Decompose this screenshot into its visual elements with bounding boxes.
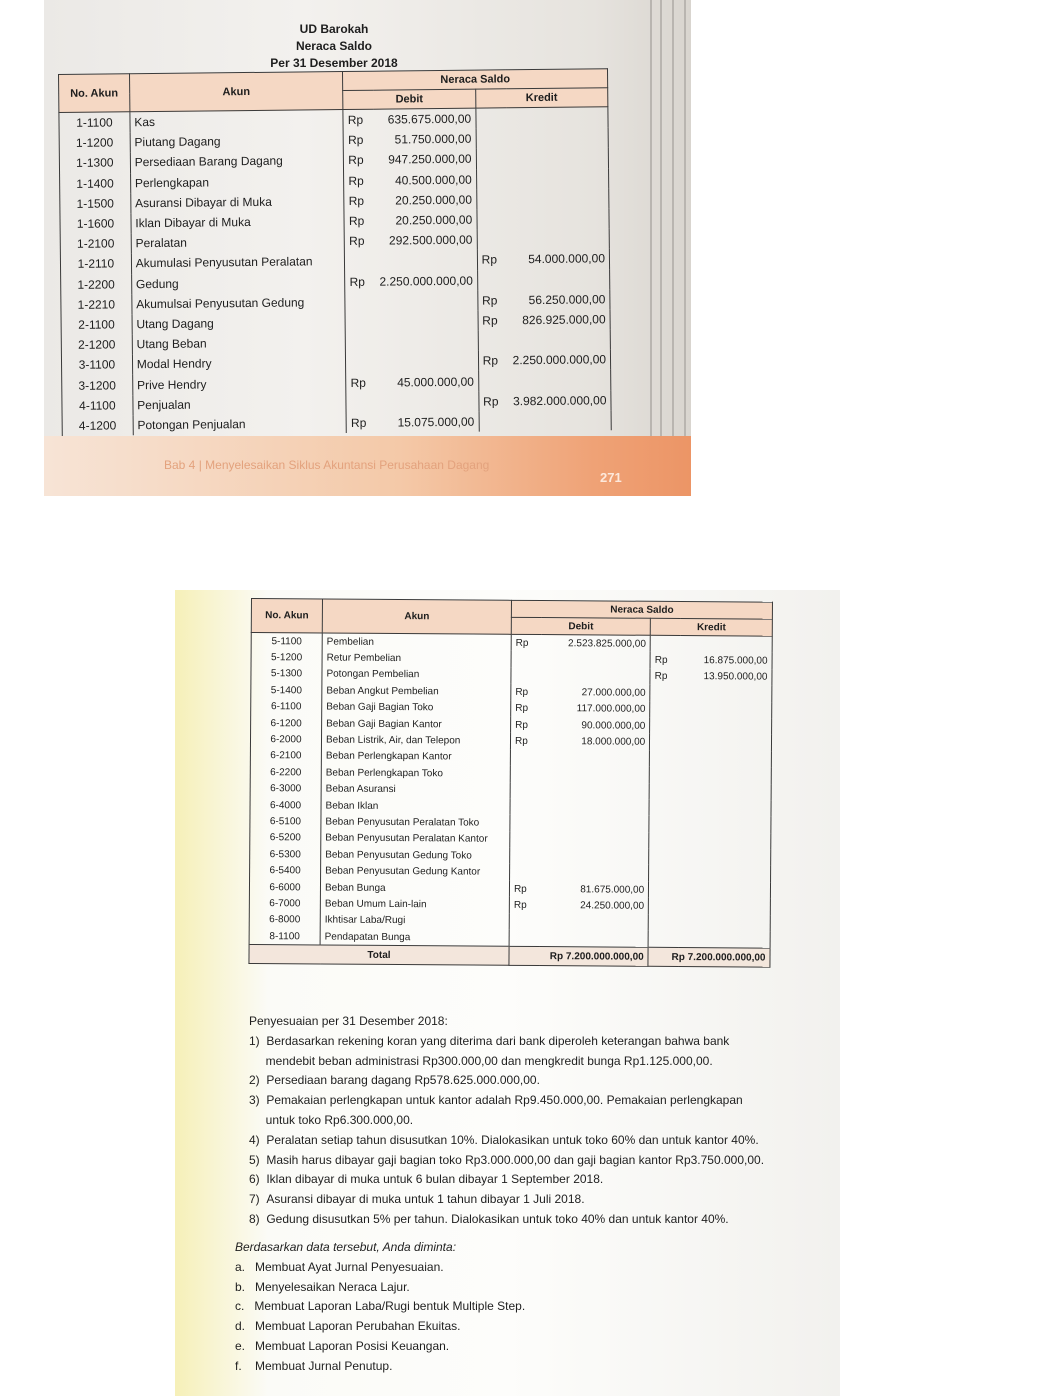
adjustments-block <box>249 1012 764 1230</box>
debit-amount <box>541 766 650 783</box>
account-name: Beban Penyusutan Peralatan Kantor <box>321 830 510 848</box>
account-name: Akumulsai Penyusutan Gedung <box>132 292 346 314</box>
account-name: Beban Umum Lain-lain <box>320 896 509 914</box>
account-number: 3-1200 <box>62 375 133 396</box>
trial-balance-table-2 <box>248 598 773 968</box>
page-edge-line <box>672 0 674 496</box>
debit-amount <box>377 391 479 412</box>
debit-amount: 635.675.000,00 <box>374 108 476 130</box>
kredit-amount <box>507 168 609 189</box>
debit-currency: Rp <box>344 170 375 191</box>
account-name: Akumulasi Penyusutan Peralatan <box>131 251 345 273</box>
account-number: 5-1400 <box>251 682 322 699</box>
account-name: Potongan Pembelian <box>322 666 511 684</box>
total-kredit: Rp 7.200.000.000,00 <box>648 948 770 968</box>
kredit-amount <box>680 767 771 784</box>
col-header-akun: Akun <box>322 599 511 634</box>
task-item: b. Menyelesaikan Neraca Lajur. <box>235 1279 410 1294</box>
debit-currency: Rp <box>343 109 374 130</box>
task-item: e. Membuat Laporan Posisi Keuangan. <box>235 1338 450 1353</box>
kredit-amount <box>681 636 772 654</box>
debit-amount: 24.250.000,00 <box>540 897 649 914</box>
kredit-currency <box>477 209 508 230</box>
account-number: 6-6000 <box>249 879 320 896</box>
debit-currency: Rp <box>511 717 542 734</box>
account-name: Ikhtisar Laba/Rugi <box>320 912 509 930</box>
kredit-amount <box>506 148 608 169</box>
account-name: Beban Penyusutan Gedung Toko <box>321 847 510 865</box>
debit-amount <box>540 815 649 832</box>
debit-currency <box>510 832 541 849</box>
kredit-amount <box>508 329 610 350</box>
debit-currency <box>510 766 541 783</box>
account-name: Beban Perlengkapan Kantor <box>321 748 510 766</box>
report-title: Neraca Saldo <box>295 39 373 53</box>
account-name: Penjualan <box>133 393 347 415</box>
kredit-amount <box>679 915 770 932</box>
adjustment-item: 3) Pemakaian perlengkapan untuk kantor adalah Rp9.450.000,00. Pemakaian perlengkapan <box>249 1093 743 1108</box>
kredit-currency: Rp <box>650 669 681 686</box>
account-name: Kas <box>130 110 344 133</box>
kredit-amount: 2.250.000.000,00 <box>508 349 610 370</box>
account-name: Beban Gaji Bagian Kantor <box>322 715 511 733</box>
tasks-block <box>235 1238 525 1377</box>
kredit-currency <box>649 816 680 833</box>
debit-currency: Rp <box>510 733 541 750</box>
kredit-currency <box>479 411 510 432</box>
col-header-no: No. Akun <box>251 599 322 633</box>
adjustment-item: 5) Masih harus dibayar gaji bagian toko Rp3.000.000,00 dan gaji bagian kantor Rp3.750.000,00. <box>249 1152 765 1167</box>
debit-amount <box>540 930 649 948</box>
account-number: 6-1200 <box>251 715 322 732</box>
kredit-amount: 826.925.000,00 <box>508 309 610 330</box>
debit-currency: Rp <box>344 190 375 211</box>
kredit-amount <box>679 882 770 899</box>
account-number: 8-1100 <box>249 928 320 945</box>
kredit-amount <box>507 228 609 249</box>
account-name: Gedung <box>131 272 345 294</box>
debit-amount <box>375 250 477 271</box>
account-name: Retur Pembelian <box>322 650 511 668</box>
debit-amount <box>541 668 650 685</box>
debit-currency: Rp <box>346 372 377 393</box>
kredit-currency <box>478 371 509 392</box>
kredit-currency <box>649 767 680 784</box>
debit-amount: 15.075.000,00 <box>377 411 479 432</box>
account-number: 6-8000 <box>249 912 320 929</box>
col-header-debit: Debit <box>343 89 476 109</box>
debit-currency <box>510 799 541 816</box>
debit-amount <box>540 914 649 931</box>
debit-currency: Rp <box>343 130 374 151</box>
kredit-currency <box>648 914 679 931</box>
kredit-currency <box>476 149 507 170</box>
debit-currency <box>509 930 540 947</box>
account-number: 6-4000 <box>250 797 321 814</box>
debit-currency <box>510 815 541 832</box>
photo-page-271 <box>44 0 691 496</box>
debit-amount <box>376 310 478 331</box>
kredit-currency: Rp <box>477 250 508 271</box>
kredit-amount: 13.950.000,00 <box>681 669 772 686</box>
account-number: 2-1200 <box>61 334 132 355</box>
total-label: Total <box>249 945 509 966</box>
account-number: 6-2000 <box>250 731 321 748</box>
account-name: Modal Hendry <box>132 352 346 374</box>
debit-currency <box>510 848 541 865</box>
kredit-currency <box>649 882 680 899</box>
debit-currency: Rp <box>511 634 542 651</box>
kredit-amount <box>680 800 771 817</box>
adjustments-title: Penyesuaian per 31 Desember 2018: <box>249 1014 448 1028</box>
kredit-amount <box>506 127 608 148</box>
photo-page-272 <box>175 590 840 1396</box>
adjustment-item: 4) Peralatan setiap tahun disusutkan 10%. Dialokasikan untuk toko 60% dan untuk kantor 40%. <box>249 1132 759 1147</box>
debit-currency <box>346 332 377 353</box>
kredit-currency <box>650 734 681 751</box>
kredit-currency <box>477 270 508 291</box>
col-header-kredit: Kredit <box>475 88 608 108</box>
account-number: 5-1200 <box>251 649 322 666</box>
page-edge-line <box>650 0 652 496</box>
debit-currency <box>345 312 376 333</box>
account-number: 6-5200 <box>250 830 321 847</box>
debit-amount <box>541 750 650 767</box>
debit-currency <box>345 291 376 312</box>
kredit-amount <box>679 931 770 949</box>
debit-currency <box>509 913 540 930</box>
total-debit: Rp 7.200.000.000,00 <box>509 947 648 967</box>
debit-amount: 51.750.000,00 <box>374 129 476 150</box>
kredit-amount <box>679 849 770 866</box>
kredit-amount <box>509 410 611 431</box>
account-number: 1-1300 <box>59 153 130 174</box>
debit-currency <box>510 750 541 767</box>
account-name: Perlengkapan <box>130 171 344 193</box>
kredit-amount <box>680 784 771 801</box>
kredit-amount <box>681 685 772 702</box>
debit-currency: Rp <box>344 211 375 232</box>
kredit-amount: 3.982.000.000,00 <box>509 390 611 411</box>
kredit-currency <box>478 330 509 351</box>
account-number: 6-1100 <box>251 699 322 716</box>
kredit-amount <box>507 208 609 229</box>
debit-amount: 45.000.000,00 <box>376 371 478 392</box>
debit-amount: 81.675.000,00 <box>540 881 649 898</box>
debit-amount <box>542 651 651 668</box>
account-number: 1-1400 <box>60 173 131 194</box>
account-name: Beban Asuransi <box>321 781 510 799</box>
adjustment-item: untuk toko Rp6.300.000,00. <box>249 1112 414 1127</box>
page-edge-line <box>660 0 662 496</box>
kredit-amount <box>679 865 770 882</box>
debit-currency: Rp <box>509 881 540 898</box>
debit-currency: Rp <box>511 684 542 701</box>
account-name: Prive Hendry <box>132 372 346 394</box>
adjustment-item: mendebit beban administrasi Rp300.000,00 dan mengkredit bunga Rp1.125.000,00. <box>249 1053 713 1068</box>
account-name: Beban Penyusutan Gedung Kantor <box>321 863 510 881</box>
col-header-akun: Akun <box>129 72 343 112</box>
debit-amount <box>376 351 478 372</box>
kredit-amount <box>680 702 771 719</box>
debit-amount: 292.500.000,00 <box>375 230 477 251</box>
account-number: 1-2200 <box>61 274 132 295</box>
kredit-amount <box>680 718 771 735</box>
account-number: 4-1100 <box>62 395 133 416</box>
kredit-amount <box>679 898 770 915</box>
debit-amount: 90.000.000,00 <box>541 717 650 734</box>
debit-currency: Rp <box>345 271 376 292</box>
kredit-amount <box>506 107 608 129</box>
col-header-debit: Debit <box>511 617 650 635</box>
debit-currency: Rp <box>344 150 375 171</box>
debit-amount: 18.000.000,00 <box>541 733 650 750</box>
debit-currency: Rp <box>345 231 376 252</box>
account-name: Pembelian <box>322 633 511 651</box>
account-name: Beban Gaji Bagian Toko <box>322 699 511 717</box>
kredit-amount <box>509 370 611 391</box>
debit-amount <box>540 864 649 881</box>
debit-amount: 117.000.000,00 <box>541 701 650 718</box>
account-name: Beban Penyusutan Peralatan Toko <box>321 814 510 832</box>
page-edge-line <box>684 0 686 496</box>
kredit-currency: Rp <box>478 351 509 372</box>
debit-amount <box>541 783 650 800</box>
chapter-footer: Bab 4 | Menyelesaikan Siklus Akuntansi Perusahaan Dagang <box>164 458 490 472</box>
kredit-currency <box>650 701 681 718</box>
adjustment-item: 2) Persediaan barang dagang Rp578.625.000.000,00. <box>249 1073 540 1088</box>
col-header-group: Neraca Saldo <box>343 69 608 91</box>
debit-amount: 20.250.000,00 <box>375 210 477 231</box>
account-name: Beban Iklan <box>321 797 510 815</box>
account-number: 6-2200 <box>250 764 321 781</box>
kredit-amount: 54.000.000,00 <box>507 249 609 270</box>
debit-amount: 947.250.000,00 <box>374 149 476 170</box>
account-number: 2-1100 <box>61 314 132 335</box>
kredit-amount <box>680 751 771 768</box>
account-number: 1-2110 <box>60 254 131 275</box>
account-name: Beban Listrik, Air, dan Telepon <box>321 732 510 750</box>
account-number: 1-1500 <box>60 193 131 214</box>
kredit-amount: 56.250.000,00 <box>508 289 610 310</box>
account-number: 6-5400 <box>250 862 321 879</box>
account-number: 4-1200 <box>62 415 133 436</box>
debit-amount: 2.250.000.000,00 <box>375 270 477 291</box>
account-number: 6-3000 <box>250 781 321 798</box>
kredit-currency: Rp <box>478 310 509 331</box>
kredit-currency <box>477 229 508 250</box>
kredit-currency <box>476 108 507 129</box>
kredit-amount <box>680 816 771 833</box>
account-number: 1-2100 <box>60 233 131 254</box>
account-name: Beban Angkut Pembelian <box>322 683 511 701</box>
kredit-currency <box>650 685 681 702</box>
debit-amount <box>540 799 649 816</box>
debit-amount <box>376 331 478 352</box>
debit-currency: Rp <box>509 897 540 914</box>
kredit-amount <box>508 269 610 290</box>
debit-amount: 40.500.000,00 <box>374 169 476 190</box>
kredit-currency: Rp <box>477 290 508 311</box>
kredit-amount: 16.875.000,00 <box>681 652 772 669</box>
debit-amount <box>540 848 649 865</box>
debit-currency <box>510 864 541 881</box>
tasks-intro: Berdasarkan data tersebut, Anda diminta: <box>235 1240 457 1254</box>
kredit-currency <box>649 849 680 866</box>
adjustment-item: 8) Gedung disusutkan 5% per tahun. Dialokasikan untuk toko 40% dan untuk kantor 40%. <box>249 1211 729 1226</box>
adjustment-item: 7) Asuransi dibayar di muka untuk 1 tahun dibayar 1 Juli 2018. <box>249 1192 585 1207</box>
kredit-currency <box>649 865 680 882</box>
adjustment-item: 6) Iklan dibayar di muka untuk 6 bulan dibayar 1 September 2018. <box>249 1172 604 1187</box>
task-item: a. Membuat Ayat Jurnal Penyesuaian. <box>235 1259 444 1274</box>
debit-currency <box>511 668 542 685</box>
report-date: Per 31 Desember 2018 <box>270 56 398 70</box>
kredit-currency <box>649 783 680 800</box>
task-item: f. Membuat Jurnal Penutup. <box>235 1358 393 1373</box>
debit-currency: Rp <box>346 412 377 433</box>
page-number: 271 <box>600 470 622 485</box>
account-number: 1-1600 <box>60 213 131 234</box>
account-name: Iklan Dibayar di Muka <box>131 211 345 233</box>
debit-amount: 20.250.000,00 <box>374 189 476 210</box>
account-name: Beban Bunga <box>320 879 509 897</box>
account-name: Beban Perlengkapan Toko <box>321 765 510 783</box>
kredit-currency: Rp <box>650 652 681 669</box>
kredit-amount <box>680 734 771 751</box>
account-name: Persediaan Barang Dagang <box>130 150 344 172</box>
table-row <box>62 410 611 436</box>
account-name: Potongan Penjualan <box>133 413 347 435</box>
kredit-currency <box>649 800 680 817</box>
account-number: 3-1100 <box>61 354 132 375</box>
account-name: Pendapatan Bunga <box>320 929 509 947</box>
account-number: 1-1200 <box>59 132 130 153</box>
kredit-currency <box>476 169 507 190</box>
kredit-currency <box>476 189 507 210</box>
kredit-currency <box>650 751 681 768</box>
account-number: 5-1100 <box>251 633 322 650</box>
account-name: Utang Beban <box>132 332 346 354</box>
debit-amount: 27.000.000,00 <box>541 684 650 701</box>
debit-currency <box>510 782 541 799</box>
company-name: UD Barokah <box>299 22 369 36</box>
task-item: d. Membuat Laporan Perubahan Ekuitas. <box>235 1319 461 1334</box>
kredit-currency <box>649 832 680 849</box>
task-item: c. Membuat Laporan Laba/Rugi bentuk Multiple Step. <box>235 1299 526 1314</box>
debit-currency <box>346 392 377 413</box>
col-header-kredit: Kredit <box>650 618 772 636</box>
account-number: 6-7000 <box>249 895 320 912</box>
account-number: 1-2210 <box>61 294 132 315</box>
account-name: Peralatan <box>131 231 345 253</box>
debit-amount: 2.523.825.000,00 <box>542 635 651 653</box>
kredit-amount <box>507 188 609 209</box>
debit-currency: Rp <box>511 700 542 717</box>
trial-balance-table-1 <box>58 68 612 436</box>
adjustment-item: 1) Berdasarkan rekening koran yang diterima dari bank diperoleh keterangan bahwa bank <box>249 1033 730 1048</box>
debit-currency <box>345 251 376 272</box>
account-number: 6-2100 <box>250 748 321 765</box>
account-number: 6-5100 <box>250 813 321 830</box>
account-number: 5-1300 <box>251 666 322 683</box>
col-header-group: Neraca Saldo <box>511 600 772 619</box>
col-header-no: No. Akun <box>59 74 130 113</box>
kredit-currency <box>650 635 681 652</box>
account-name: Piutang Dagang <box>130 130 344 152</box>
kredit-currency <box>649 898 680 915</box>
kredit-currency: Rp <box>479 391 510 412</box>
kredit-currency <box>650 718 681 735</box>
debit-currency <box>346 352 377 373</box>
account-number: 6-5300 <box>250 846 321 863</box>
account-name: Asuransi Dibayar di Muka <box>131 191 345 213</box>
debit-amount <box>540 832 649 849</box>
debit-currency <box>511 651 542 668</box>
account-number: 1-1100 <box>59 112 130 133</box>
kredit-amount <box>679 833 770 850</box>
debit-amount <box>376 290 478 311</box>
kredit-currency <box>648 931 679 948</box>
kredit-currency <box>476 128 507 149</box>
account-name: Utang Dagang <box>132 312 346 334</box>
